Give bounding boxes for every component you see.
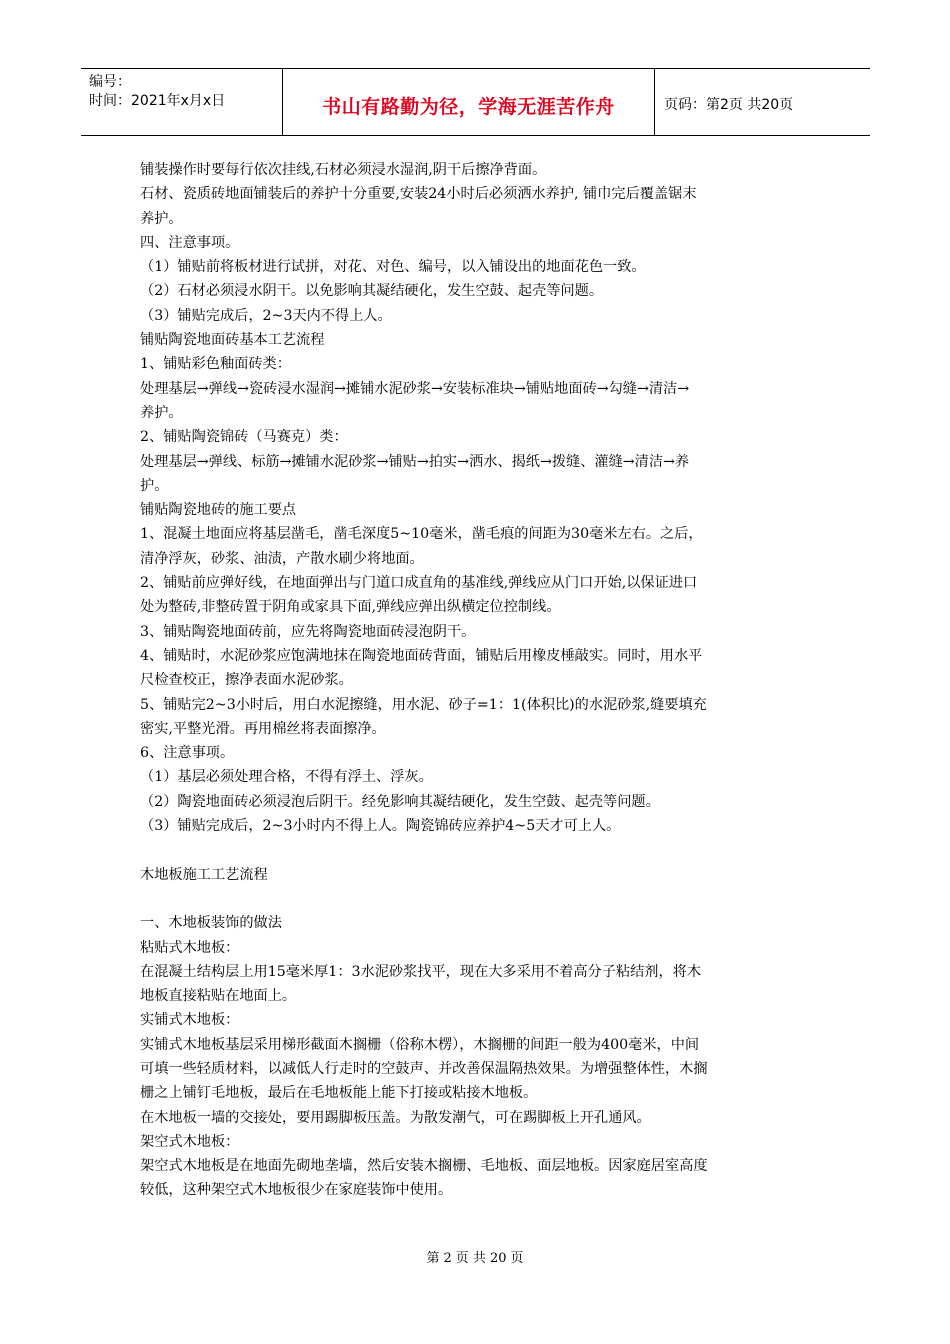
text-line: 1、混凝土地面应将基层凿毛，凿毛深度5~10毫米，凿毛痕的间距为30毫米左右。之后， (140, 526, 703, 543)
text-line: （3）铺贴完成后，2~3小时内不得上人。陶瓷锦砖应养护4~5天才可上人。 (140, 818, 621, 835)
header-table (81, 68, 870, 136)
text-line: 石材、瓷质砖地面铺装后的养护十分重要,安装24小时后必须洒水养护, 铺巾完后覆盖锯末 (140, 186, 697, 203)
header-motto: 书山有路勤为径，学海无涯苦作舟 (322, 96, 615, 118)
serial-label: 编号： (89, 74, 131, 90)
blank-line (140, 887, 815, 911)
page-footer (0, 1247, 950, 1266)
text-line: 6、注意事项。 (140, 745, 235, 762)
text-line: 一、木地板装饰的做法 (140, 915, 282, 932)
footer-suffix: 页 (510, 1251, 524, 1266)
text-line: 处理基层→弹线、标筋→摊铺水泥砂浆→铺贴→拍实→洒水、揭纸→拨缝、灌缝→清洁→养 (140, 453, 690, 470)
text-line: 粘贴式木地板： (140, 939, 240, 956)
text-line: 可填一些轻质材料，以减低人行走时的空鼓声、并改善保温隔热效果。为增强整体性，木搁 (140, 1060, 708, 1077)
text-line: 实铺式木地板基层采用梯形截面木搁栅（俗称木楞），木搁栅的间距一般为400毫米，中间 (140, 1036, 700, 1053)
text-line: （2）陶瓷地面砖必须浸泡后阴干。经免影响其凝结硬化，发生空鼓、起壳等问题。 (140, 793, 660, 810)
date-label: 时间：2021年x月x日 (89, 93, 226, 109)
text-line: 4、铺贴时，水泥砂浆应饱满地抹在陶瓷地面砖背面，铺贴后用橡皮棰敲实。同时，用水平 (140, 647, 703, 664)
text-line: 在木地板一墙的交接处，要用踢脚板压盖。为散发潮气，可在踢脚板上开孔通风。 (140, 1109, 651, 1126)
text-line: 2、铺贴前应弹好线，在地面弹出与门道口成直角的基准线,弹线应从门口开始,以保证进口 (140, 575, 698, 592)
text-line: 尺检查校正，擦净表面水泥砂浆。 (140, 672, 353, 689)
blank-line (140, 838, 815, 862)
text-line: 铺装操作时要每行依次挂线,石材必须浸水湿润,阴干后擦净背面。 (140, 162, 547, 178)
text-line: 架空式木地板是在地面先砌地垄墙，然后安装木搁栅、毛地板、面层地板。因家庭居室高度 (140, 1158, 708, 1175)
text-line: 养护。 (140, 404, 183, 421)
document-body (140, 158, 815, 1203)
header-divider (654, 69, 655, 135)
text-line: 处为整砖,非整砖置于阴角或家具下面,弹线应弹出纵横定位控制线。 (140, 599, 561, 616)
text-line: （3）铺贴完成后，2~3天内不得上人。 (140, 307, 392, 324)
footer-current-page: 2 (443, 1251, 452, 1266)
text-line: 木地板施工工艺流程 (140, 866, 268, 883)
text-line: 在混凝土结构层上用15毫米厚1：3水泥砂浆找平，现在大多采用不着高分子粘结剂，将木 (140, 963, 702, 980)
text-line: 养护。 (140, 210, 183, 227)
text-line: 清净浮灰，砂浆、油渍，产散水刷少将地面。 (140, 550, 424, 567)
text-line: 处理基层→弹线→瓷砖浸水湿润→摊铺水泥砂浆→安装标准块→铺贴地面砖→勾缝→清洁→ (140, 380, 690, 397)
text-line: 铺贴陶瓷地砖的施工要点 (140, 502, 297, 519)
text-line: 较低，这种架空式木地板很少在家庭装饰中使用。 (140, 1182, 453, 1199)
header-meta (89, 73, 225, 111)
text-line: 3、铺贴陶瓷地面砖前，应先将陶瓷地面砖浸泡阴干。 (140, 623, 476, 640)
footer-prefix: 第 (426, 1251, 440, 1266)
text-line: 四、注意事项。 (140, 234, 240, 251)
text-line: 护。 (140, 477, 169, 494)
text-line: （1）铺贴前将板材进行试拼，对花、对色、编号，以入铺设出的地面花色一致。 (140, 259, 646, 276)
text-line: 地板直接粘贴在地面上。 (140, 988, 297, 1005)
text-line: 栅之上铺钉毛地板，最后在毛地板能上能下打接或粘接木地板。 (140, 1085, 538, 1102)
footer-total-pages: 20 (489, 1251, 507, 1266)
text-line: 2、铺贴陶瓷锦砖（马赛克）类： (140, 429, 348, 446)
text-line: 铺贴陶瓷地面砖基本工艺流程 (140, 332, 325, 349)
text-line: 1、铺贴彩色釉面砖类： (140, 356, 291, 373)
footer-middle: 页 共 (455, 1251, 486, 1266)
text-line: 密实,平整光滑。再用棉丝将表面擦净。 (140, 720, 386, 737)
text-line: 实铺式木地板： (140, 1012, 240, 1029)
header-page-info: 页码：第2页 共20页 (664, 97, 794, 113)
text-line: （2）石材必须浸水阴干。以免影响其凝结硬化，发生空鼓、起壳等问题。 (140, 283, 604, 300)
text-line: 架空式木地板： (140, 1133, 240, 1150)
text-line: 5、铺贴完2~3小时后，用白水泥擦缝，用水泥、砂子=1：1(体积比)的水泥砂浆,缝要填充 (140, 696, 707, 713)
text-line: （1）基层必须处理合格，不得有浮土、浮灰。 (140, 769, 433, 786)
